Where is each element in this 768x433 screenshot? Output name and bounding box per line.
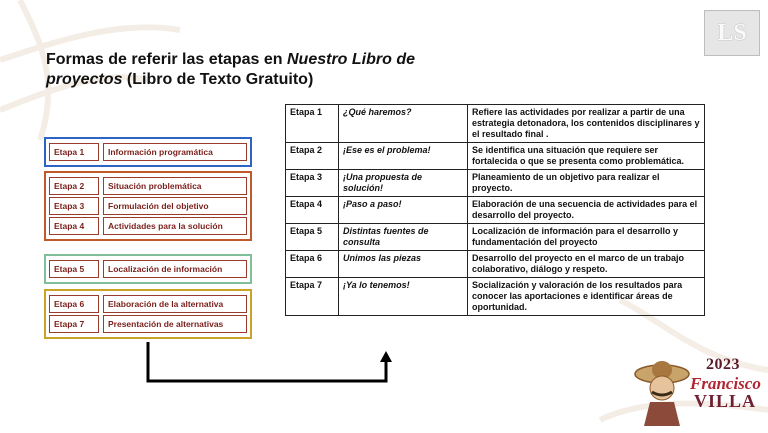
stage-group-3 [44,254,252,284]
table-row [286,197,705,224]
table-cell-name: ¿Qué haremos? [339,105,468,143]
stage-group-4 [44,289,252,339]
stage-name: Formulación del objetivo [103,197,247,215]
stage-row [49,143,247,161]
table-cell-name: Distintas fuentes de consulta [339,224,468,251]
title-text-1: Formas de referir las etapas en [46,51,287,68]
table-cell-description: Elaboración de una secuencia de actividades para el desarrollo del proyecto. [468,197,705,224]
table-cell-stage: Etapa 4 [286,197,339,224]
stage-row [49,197,247,215]
stage-row [49,260,247,278]
table-cell-description: Localización de información para el desarrollo y fundamentación del proyecto [468,224,705,251]
table-cell-stage: Etapa 2 [286,143,339,170]
stage-number: Etapa 7 [49,315,99,333]
table-row [286,251,705,278]
table-row [286,105,705,143]
stages-table [285,104,705,316]
stage-group-1 [44,137,252,167]
stage-number: Etapa 6 [49,295,99,313]
table-cell-description: Refiere las actividades por realizar a partir de una estrategia detonadora, los contenidos disciplinares y el resultado final . [468,105,705,143]
logo-year: 2023 [706,356,740,373]
table-cell-description: Se identifica una situación que requiere ser fortalecida o que se presenta como problemática. [468,143,705,170]
stage-number: Etapa 4 [49,217,99,235]
table-cell-stage: Etapa 6 [286,251,339,278]
table-cell-description: Desarrollo del proyecto en el marco de un trabajo colaborativo, diálogo y respeto. [468,251,705,278]
title-text-italic: Nuestro Libro de proyectos [46,51,416,88]
logo-name-line2: VILLA [694,391,757,411]
table-cell-stage: Etapa 3 [286,170,339,197]
table-cell-name: ¡Paso a paso! [339,197,468,224]
table-cell-name: ¡Una propuesta de solución! [339,170,468,197]
corner-logo [704,10,760,56]
table-cell-stage: Etapa 1 [286,105,339,143]
stage-name: Presentación de alternativas [103,315,247,333]
stage-name: Elaboración de la alternativa [103,295,247,313]
stage-name: Actividades para la solución [103,217,247,235]
table-cell-name: Unimos las piezas [339,251,468,278]
table-cell-stage: Etapa 5 [286,224,339,251]
table-cell-description: Socialización y valoración de los resultados para conocer las aportaciones e identificar áreas de oportunidad. [468,278,705,316]
stage-name: Localización de información [103,260,247,278]
stage-number: Etapa 3 [49,197,99,215]
stage-number: Etapa 1 [49,143,99,161]
table-cell-name: ¡Ese es el problema! [339,143,468,170]
stage-group-2 [44,171,252,241]
stage-row [49,177,247,195]
table-row [286,278,705,316]
stage-row [49,295,247,313]
page-title [46,50,446,90]
table-cell-description: Planeamiento de un objetivo para realizar el proyecto. [468,170,705,197]
table-row [286,224,705,251]
table-cell-name: ¡Ya lo tenemos! [339,278,468,316]
table-row [286,143,705,170]
stage-row [49,315,247,333]
stage-number: Etapa 2 [49,177,99,195]
table-cell-stage: Etapa 7 [286,278,339,316]
stage-number: Etapa 5 [49,260,99,278]
logo-name-line1: Francisco [690,374,761,393]
corner-logo-text: LS [717,19,747,46]
table-row [286,170,705,197]
stage-name: Situación problemática [103,177,247,195]
stage-name: Información programática [103,143,247,161]
stage-row [49,217,247,235]
title-text-2: (Libro de Texto Gratuito) [122,71,314,88]
